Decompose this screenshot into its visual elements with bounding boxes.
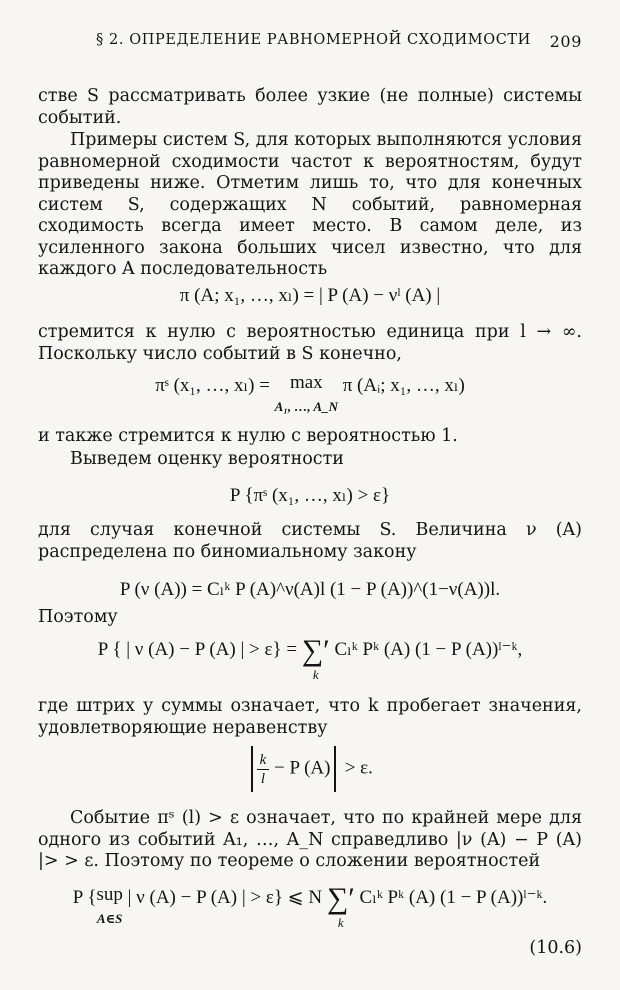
sup-label: sup [96, 884, 123, 905]
formula-sup-mid: | ν (A) − P (A) | > ε} ⩽ N [122, 887, 327, 908]
formula-sum-rhs: Cₗᵏ Pᵏ (A) (1 − P (A))ˡ⁻ᵏ, [329, 639, 523, 660]
running-header [96, 32, 582, 56]
paragraph-7: Поэтому [38, 607, 118, 627]
fraction-k-over-l [257, 751, 270, 788]
formula-inequality-mid: − P (A) [269, 757, 331, 779]
paragraph-1: стве S рассматривать более узкие (не полные) системы событий. [38, 86, 582, 128]
formula-pi-s-lhs: πˢ (x₁, …, xₗ) = [155, 375, 275, 396]
fraction-numerator: k [257, 751, 270, 770]
formula-sup-rhs: Cₗᵏ Pᵏ (A) (1 − P (A))ˡ⁻ᵏ. [354, 887, 548, 908]
paragraph-2: Примеры систем S, для которых выполняются условия равномерной сходимости частот к вероятностям, будут приведены ниже. Отметим лишь то, что для конечных систем S, содержащих N событий, равномерная сходимость всегда имеет место. В самом деле, из усиленного закона больших чисел известно, что для каждого A последовательность [38, 130, 582, 279]
formula-pi-s [38, 374, 582, 416]
section-title: § 2. ОПРЕДЕЛЕНИЕ РАВНОМЕРНОЙ СХОДИМОСТИ [96, 32, 531, 48]
max-operator [275, 374, 338, 416]
equation-number: (10.6) [529, 938, 582, 958]
formula-inequality-tail: > ε. [339, 757, 373, 779]
sup-operator [96, 886, 122, 928]
formula-probability: P {πˢ (x₁, …, xₗ) > ε} [229, 485, 391, 506]
formula-pi-s-rhs: π (Aᵢ; x₁, …, xₗ) [337, 375, 465, 396]
paragraph-9: Событие πˢ (l) > ε означает, что по крайней мере для одного из событий A₁, …, A_N справедливо |ν (A) − P (A) |> > ε. Поэтому по теореме о сложении вероятностей [38, 808, 582, 871]
page-number: 209 [549, 32, 582, 51]
paragraph-5: Выведем оценку вероятности [70, 449, 344, 469]
max-subscript: A₁, …, A_N [274, 399, 338, 414]
paragraph-6: для случая конечной системы S. Величина ν (A) распределена по биномиальному закону [38, 520, 582, 562]
abs-bar-right [334, 746, 336, 792]
paragraph-4: и также стремится к нулю с вероятностью 1. [38, 426, 458, 446]
abs-bar-left [251, 746, 253, 792]
paragraph-8: где штрих у суммы означает, что k пробегает значения, удовлетворяющие неравенству [38, 696, 582, 738]
sum-subscript: k [312, 667, 319, 682]
formula-pi: π (A; x₁, …, xₗ) = | P (A) − νˡ (A) | [179, 285, 441, 306]
formula-sup [38, 882, 582, 934]
formula-sup-p: P { [72, 887, 97, 908]
sum-symbol: ∑′ [301, 634, 330, 667]
sum-operator [301, 634, 330, 686]
formula-sum [38, 634, 582, 686]
sup-sum-operator [326, 882, 355, 934]
formula-inequality [38, 746, 582, 792]
sup-subscript: A∈S [96, 911, 123, 926]
sup-sum-subscript: k [337, 915, 344, 930]
paragraph-3: стремится к нулю с вероятностью единица при l → ∞. Поскольку число событий в S конечно, [38, 322, 582, 364]
max-label: max [289, 372, 323, 393]
formula-binomial: P (ν (A)) = Cₗᵏ P (A)^ν(A)l (1 − P (A))^(1−ν(A))l. [119, 579, 501, 600]
formula-sum-lhs: P { | ν (A) − P (A) | > ε} = [97, 639, 302, 660]
sup-sum-symbol: ∑′ [326, 882, 355, 915]
fraction-denominator: l [260, 770, 265, 787]
